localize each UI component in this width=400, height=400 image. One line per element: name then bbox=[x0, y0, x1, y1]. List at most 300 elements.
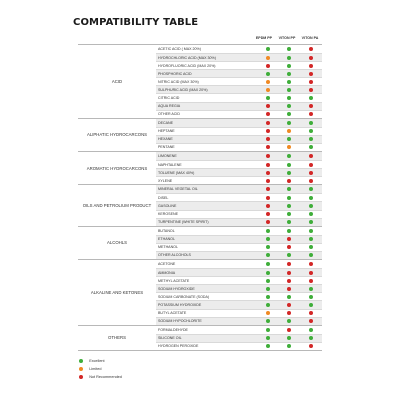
rating-cell bbox=[257, 80, 279, 84]
rating-cell bbox=[257, 336, 279, 340]
rating-cell bbox=[300, 344, 322, 348]
rating-dot-icon bbox=[309, 237, 313, 241]
rating-dot-icon bbox=[309, 303, 313, 307]
rating-cell bbox=[279, 212, 301, 216]
rating-dot-icon bbox=[287, 245, 291, 249]
rating-cell bbox=[257, 220, 279, 224]
rating-cell bbox=[300, 64, 322, 68]
chemical-name: HYDROGEN PEROXIDE bbox=[158, 344, 199, 349]
rating-cell bbox=[257, 311, 279, 315]
table-body bbox=[78, 44, 322, 351]
rating-cell bbox=[300, 72, 322, 76]
rating-cell bbox=[257, 129, 279, 133]
rating-dot-icon bbox=[266, 262, 270, 266]
rating-dot-icon bbox=[287, 253, 291, 257]
rating-cell bbox=[300, 253, 322, 257]
rating-dot-icon bbox=[309, 137, 313, 141]
rating-cell bbox=[257, 145, 279, 149]
chemical-name: METHYL ACETATE bbox=[158, 278, 190, 283]
rating-cell bbox=[257, 121, 279, 125]
rating-dot-icon bbox=[309, 56, 313, 60]
table-row bbox=[156, 135, 322, 143]
rating-cell bbox=[279, 271, 301, 275]
table-row bbox=[156, 110, 322, 118]
rating-dot-icon bbox=[309, 187, 313, 191]
rating-cell bbox=[257, 253, 279, 257]
chemical-name: SODIUM HYDROXIDE bbox=[158, 286, 195, 291]
table-row bbox=[156, 45, 322, 53]
chemical-name: OTHER ACID bbox=[158, 112, 180, 117]
chemical-name: FORMALDEHYDE bbox=[158, 327, 188, 332]
rating-cell bbox=[257, 229, 279, 233]
group-acid bbox=[78, 45, 322, 119]
chemical-name: HEPTANE bbox=[158, 129, 175, 134]
rating-dot-icon bbox=[309, 47, 313, 51]
rating-cell bbox=[257, 96, 279, 100]
rating-cell bbox=[257, 204, 279, 208]
rating-dot-icon bbox=[287, 262, 291, 266]
rating-dot-icon bbox=[309, 212, 313, 216]
table-row bbox=[156, 93, 322, 101]
rating-dot-icon bbox=[287, 154, 291, 158]
rating-cell bbox=[257, 104, 279, 108]
rating-cell bbox=[279, 145, 301, 149]
group-aromatic-hydrocarcons bbox=[78, 152, 322, 185]
table-row bbox=[156, 235, 322, 243]
column-headers bbox=[78, 36, 322, 44]
rating-cell bbox=[257, 88, 279, 92]
rating-cell bbox=[279, 47, 301, 51]
rating-cell bbox=[300, 262, 322, 266]
rating-cell bbox=[279, 88, 301, 92]
rating-dot-icon bbox=[309, 112, 313, 116]
rating-dot-icon bbox=[266, 287, 270, 291]
column-header-viton-pa: VITON PA bbox=[301, 36, 319, 40]
rating-dot-icon bbox=[309, 245, 313, 249]
chemical-name: LIMONENE bbox=[158, 154, 177, 159]
rating-cell bbox=[257, 271, 279, 275]
chemical-name: DISEL bbox=[158, 195, 169, 200]
table-row bbox=[156, 210, 322, 218]
chemical-name: HYDROFLUORIC ACID (MAX 20%) bbox=[158, 63, 216, 68]
rating-cell bbox=[300, 88, 322, 92]
rating-cell bbox=[300, 163, 322, 167]
rating-dot-icon bbox=[287, 96, 291, 100]
rating-dot-icon bbox=[309, 271, 313, 275]
chemical-name: HEXANE bbox=[158, 137, 173, 142]
rating-dot-icon bbox=[287, 303, 291, 307]
rating-dot-icon bbox=[309, 287, 313, 291]
table-row bbox=[156, 77, 322, 85]
chemical-name: SILICONE OIL bbox=[158, 336, 182, 341]
rating-dot-icon bbox=[266, 245, 270, 249]
chemical-name: BUTANOL bbox=[158, 228, 175, 233]
rating-dot-icon bbox=[266, 336, 270, 340]
group-label: ALKALINE AND KETONES bbox=[90, 289, 144, 295]
rating-dot-icon bbox=[309, 311, 313, 315]
rating-cell bbox=[300, 145, 322, 149]
table-row bbox=[156, 85, 322, 93]
rating-cell bbox=[257, 319, 279, 323]
rating-cell bbox=[300, 204, 322, 208]
chemical-name: NAPHTALENE bbox=[158, 162, 182, 167]
legend-dot-icon bbox=[79, 359, 83, 363]
compatibility-table bbox=[78, 36, 322, 351]
rating-cell bbox=[300, 137, 322, 141]
rating-dot-icon bbox=[287, 64, 291, 68]
rating-cell bbox=[300, 56, 322, 60]
rating-cell bbox=[279, 245, 301, 249]
table-row bbox=[156, 276, 322, 284]
rating-cell bbox=[257, 112, 279, 116]
rating-cell bbox=[300, 80, 322, 84]
group-oils-and-petrolium-product bbox=[78, 185, 322, 226]
rating-dot-icon bbox=[266, 271, 270, 275]
rating-dot-icon bbox=[287, 179, 291, 183]
chemical-name: CITRIC ACID bbox=[158, 96, 180, 100]
rating-cell bbox=[257, 64, 279, 68]
rating-dot-icon bbox=[266, 47, 270, 51]
rating-cell bbox=[279, 129, 301, 133]
rating-dot-icon bbox=[266, 121, 270, 125]
rating-dot-icon bbox=[266, 253, 270, 257]
table-row bbox=[156, 119, 322, 127]
rating-dot-icon bbox=[309, 229, 313, 233]
rating-dot-icon bbox=[287, 287, 291, 291]
rating-dot-icon bbox=[287, 47, 291, 51]
rating-cell bbox=[257, 72, 279, 76]
group-rows bbox=[156, 152, 322, 184]
group-aliphatic-hydrocarcons bbox=[78, 119, 322, 152]
rating-dot-icon bbox=[287, 237, 291, 241]
rating-cell bbox=[279, 64, 301, 68]
rating-dot-icon bbox=[266, 129, 270, 133]
rating-dot-icon bbox=[266, 295, 270, 299]
rating-dot-icon bbox=[309, 72, 313, 76]
rating-dot-icon bbox=[266, 154, 270, 158]
rating-dot-icon bbox=[287, 229, 291, 233]
legend-item bbox=[79, 365, 122, 373]
rating-cell bbox=[257, 47, 279, 51]
rating-cell bbox=[257, 287, 279, 291]
rating-cell bbox=[300, 47, 322, 51]
table-row bbox=[156, 168, 322, 176]
rating-dot-icon bbox=[287, 104, 291, 108]
rating-dot-icon bbox=[309, 154, 313, 158]
rating-dot-icon bbox=[266, 64, 270, 68]
rating-cell bbox=[300, 154, 322, 158]
rating-cell bbox=[300, 212, 322, 216]
rating-cell bbox=[257, 56, 279, 60]
rating-dot-icon bbox=[266, 72, 270, 76]
rating-dot-icon bbox=[266, 303, 270, 307]
column-header-viton-pp: VITON PP bbox=[278, 36, 296, 40]
table-row bbox=[156, 193, 322, 201]
rating-dot-icon bbox=[309, 64, 313, 68]
chemical-name: XYLENE bbox=[158, 178, 173, 183]
rating-dot-icon bbox=[266, 311, 270, 315]
rating-dot-icon bbox=[309, 80, 313, 84]
rating-cell bbox=[279, 344, 301, 348]
table-row bbox=[156, 61, 322, 69]
chemical-name: MINERAL VEGETAL OIL bbox=[158, 187, 198, 192]
rating-dot-icon bbox=[309, 171, 313, 175]
rating-cell bbox=[257, 154, 279, 158]
rating-cell bbox=[279, 229, 301, 233]
rating-cell bbox=[257, 303, 279, 307]
rating-dot-icon bbox=[266, 171, 270, 175]
group-rows bbox=[156, 260, 322, 325]
rating-cell bbox=[279, 96, 301, 100]
rating-dot-icon bbox=[287, 187, 291, 191]
rating-cell bbox=[279, 279, 301, 283]
rating-cell bbox=[279, 287, 301, 291]
rating-cell bbox=[279, 121, 301, 125]
legend-label: Not Recommended bbox=[89, 375, 122, 379]
legend bbox=[79, 357, 122, 381]
rating-cell bbox=[300, 336, 322, 340]
rating-cell bbox=[279, 171, 301, 175]
rating-cell bbox=[257, 187, 279, 191]
rating-dot-icon bbox=[266, 80, 270, 84]
group-alcohls bbox=[78, 227, 322, 260]
chemical-name: TURPENTINE (WHITE SPIRIT) bbox=[158, 220, 209, 225]
rating-cell bbox=[300, 328, 322, 332]
chemical-name: POTASSIUM HYDROXIDE bbox=[158, 302, 202, 307]
group-rows bbox=[156, 326, 322, 350]
rating-cell bbox=[279, 220, 301, 224]
table-row bbox=[156, 284, 322, 292]
legend-item bbox=[79, 373, 122, 381]
chemical-name: METHANOL bbox=[158, 245, 178, 250]
rating-cell bbox=[279, 179, 301, 183]
table-row bbox=[156, 160, 322, 168]
chemical-name: BUTYL ACETATE bbox=[158, 311, 187, 316]
rating-cell bbox=[300, 229, 322, 233]
rating-dot-icon bbox=[287, 319, 291, 323]
rating-cell bbox=[300, 171, 322, 175]
rating-cell bbox=[257, 279, 279, 283]
group-others bbox=[78, 326, 322, 351]
chemical-name: HYDROCHLORIC ACID (MAX 30%) bbox=[158, 55, 216, 60]
rating-dot-icon bbox=[266, 196, 270, 200]
table-row bbox=[156, 268, 322, 276]
table-row bbox=[156, 53, 322, 61]
rating-cell bbox=[300, 279, 322, 283]
group-alkaline-and-ketones bbox=[78, 260, 322, 326]
legend-item bbox=[79, 357, 122, 365]
rating-cell bbox=[257, 344, 279, 348]
rating-dot-icon bbox=[309, 336, 313, 340]
rating-dot-icon bbox=[287, 56, 291, 60]
rating-dot-icon bbox=[309, 204, 313, 208]
rating-cell bbox=[300, 196, 322, 200]
chemical-name: AMMONIA bbox=[158, 270, 176, 275]
rating-cell bbox=[279, 262, 301, 266]
table-row bbox=[156, 334, 322, 342]
group-rows bbox=[156, 227, 322, 259]
rating-dot-icon bbox=[309, 220, 313, 224]
chemical-name: GASOLINE bbox=[158, 204, 177, 209]
group-label: OTHERS bbox=[108, 335, 126, 341]
group-label: ALIPHATIC HYDROCARCONS bbox=[86, 132, 148, 138]
rating-cell bbox=[279, 104, 301, 108]
rating-dot-icon bbox=[266, 88, 270, 92]
rating-cell bbox=[300, 237, 322, 241]
rating-dot-icon bbox=[266, 56, 270, 60]
table-row bbox=[156, 127, 322, 135]
legend-dot-icon bbox=[79, 367, 83, 371]
legend-dot-icon bbox=[79, 375, 83, 379]
table-row bbox=[156, 152, 322, 160]
chemical-name: SODIUM HYPOCHLORITE bbox=[158, 319, 202, 324]
rating-cell bbox=[279, 319, 301, 323]
table-row bbox=[156, 143, 322, 151]
rating-dot-icon bbox=[287, 88, 291, 92]
rating-cell bbox=[300, 245, 322, 249]
rating-dot-icon bbox=[287, 171, 291, 175]
rating-dot-icon bbox=[287, 121, 291, 125]
rating-cell bbox=[300, 295, 322, 299]
group-rows bbox=[156, 45, 322, 118]
rating-dot-icon bbox=[266, 237, 270, 241]
rating-dot-icon bbox=[266, 145, 270, 149]
chemical-name: KEROSENE bbox=[158, 212, 178, 217]
rating-cell bbox=[257, 171, 279, 175]
table-row bbox=[156, 251, 322, 259]
page-title: COMPATIBILITY TABLE bbox=[73, 17, 199, 28]
rating-cell bbox=[279, 196, 301, 200]
rating-dot-icon bbox=[287, 80, 291, 84]
rating-dot-icon bbox=[287, 212, 291, 216]
table-row bbox=[156, 218, 322, 226]
table-row bbox=[156, 185, 322, 193]
legend-label: Excellent bbox=[89, 359, 105, 363]
chemical-name: PENTANE bbox=[158, 145, 175, 150]
group-label: AROMATIC HYDROCARCONS bbox=[86, 165, 148, 171]
rating-cell bbox=[257, 262, 279, 266]
rating-dot-icon bbox=[266, 112, 270, 116]
rating-dot-icon bbox=[287, 336, 291, 340]
rating-cell bbox=[279, 163, 301, 167]
rating-cell bbox=[257, 196, 279, 200]
rating-dot-icon bbox=[266, 212, 270, 216]
rating-cell bbox=[300, 104, 322, 108]
chemical-name: OTHER ALCOHOLS bbox=[158, 253, 191, 258]
group-rows bbox=[156, 119, 322, 151]
rating-cell bbox=[300, 187, 322, 191]
rating-cell bbox=[257, 179, 279, 183]
rating-cell bbox=[300, 287, 322, 291]
rating-cell bbox=[300, 121, 322, 125]
legend-label: Limited bbox=[89, 367, 102, 371]
rating-dot-icon bbox=[309, 279, 313, 283]
table-row bbox=[156, 201, 322, 209]
rating-cell bbox=[257, 137, 279, 141]
rating-dot-icon bbox=[309, 145, 313, 149]
rating-dot-icon bbox=[266, 344, 270, 348]
rating-dot-icon bbox=[266, 229, 270, 233]
rating-dot-icon bbox=[266, 319, 270, 323]
rating-cell bbox=[257, 237, 279, 241]
rating-cell bbox=[279, 295, 301, 299]
rating-dot-icon bbox=[309, 104, 313, 108]
rating-cell bbox=[279, 204, 301, 208]
rating-dot-icon bbox=[309, 295, 313, 299]
rating-cell bbox=[300, 96, 322, 100]
rating-dot-icon bbox=[287, 129, 291, 133]
rating-dot-icon bbox=[309, 328, 313, 332]
rating-dot-icon bbox=[309, 163, 313, 167]
rating-dot-icon bbox=[266, 179, 270, 183]
rating-dot-icon bbox=[287, 279, 291, 283]
table-row bbox=[156, 227, 322, 235]
chemical-name: NITRIC ACID (MAX 30%) bbox=[158, 79, 199, 84]
rating-cell bbox=[300, 311, 322, 315]
rating-dot-icon bbox=[309, 179, 313, 183]
rating-cell bbox=[279, 237, 301, 241]
rating-dot-icon bbox=[266, 204, 270, 208]
rating-cell bbox=[279, 328, 301, 332]
table-row bbox=[156, 326, 322, 334]
rating-dot-icon bbox=[266, 279, 270, 283]
rating-dot-icon bbox=[266, 220, 270, 224]
chemical-name: ETHANOL bbox=[158, 237, 175, 242]
rating-cell bbox=[257, 245, 279, 249]
rating-dot-icon bbox=[309, 96, 313, 100]
rating-dot-icon bbox=[266, 187, 270, 191]
rating-cell bbox=[257, 163, 279, 167]
rating-dot-icon bbox=[266, 137, 270, 141]
rating-dot-icon bbox=[287, 344, 291, 348]
rating-dot-icon bbox=[309, 253, 313, 257]
rating-cell bbox=[279, 154, 301, 158]
table-row bbox=[156, 309, 322, 317]
rating-dot-icon bbox=[287, 112, 291, 116]
table-row bbox=[156, 69, 322, 77]
rating-dot-icon bbox=[309, 196, 313, 200]
rating-cell bbox=[279, 311, 301, 315]
rating-cell bbox=[257, 328, 279, 332]
rating-dot-icon bbox=[266, 104, 270, 108]
rating-dot-icon bbox=[287, 311, 291, 315]
rating-cell bbox=[300, 129, 322, 133]
table-row bbox=[156, 317, 322, 325]
rating-dot-icon bbox=[287, 328, 291, 332]
rating-cell bbox=[279, 72, 301, 76]
rating-cell bbox=[300, 112, 322, 116]
table-row bbox=[156, 342, 322, 350]
rating-dot-icon bbox=[287, 72, 291, 76]
rating-cell bbox=[300, 319, 322, 323]
rating-dot-icon bbox=[266, 328, 270, 332]
rating-dot-icon bbox=[309, 129, 313, 133]
rating-cell bbox=[279, 137, 301, 141]
rating-cell bbox=[279, 80, 301, 84]
rating-dot-icon bbox=[287, 220, 291, 224]
table-row bbox=[156, 102, 322, 110]
rating-cell bbox=[300, 271, 322, 275]
table-row bbox=[156, 243, 322, 251]
rating-dot-icon bbox=[287, 163, 291, 167]
table-row bbox=[156, 300, 322, 308]
rating-dot-icon bbox=[309, 344, 313, 348]
chemical-name: PHOSPHORIC ACID bbox=[158, 71, 192, 76]
rating-dot-icon bbox=[309, 121, 313, 125]
rating-dot-icon bbox=[287, 295, 291, 299]
table-row bbox=[156, 292, 322, 300]
rating-cell bbox=[279, 112, 301, 116]
